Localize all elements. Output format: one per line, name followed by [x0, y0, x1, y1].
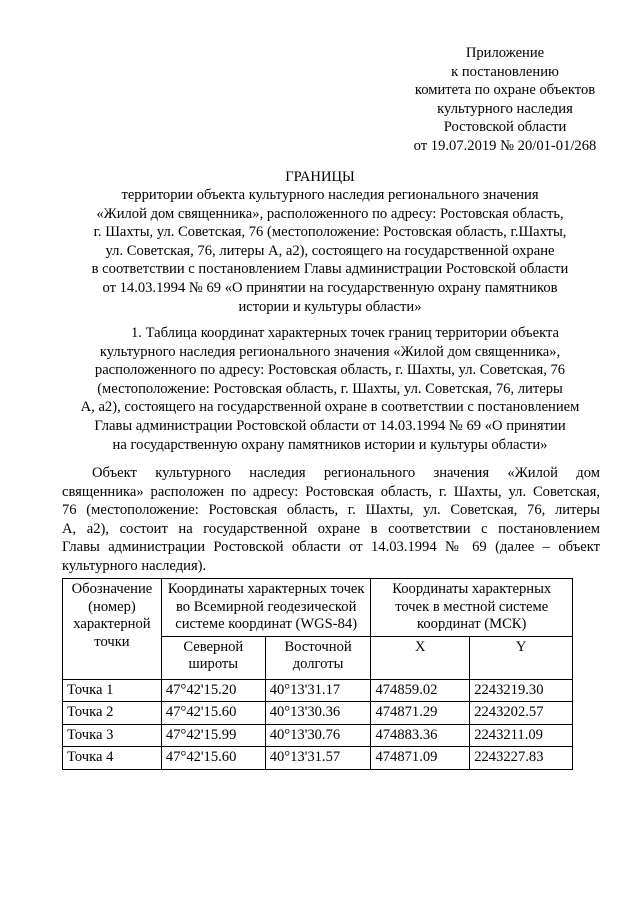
section-line: А, а2), состоящего на государственной охране в соответствии с постановлением — [80, 399, 580, 416]
header-east-longitude: Восточной долготы — [265, 636, 371, 679]
header-point-designation: Обозначение (номер) характерной точки — [63, 579, 162, 680]
table-row — [63, 747, 573, 770]
section-line: 1. Таблица координат характерных точек границ территории объекта — [130, 325, 559, 341]
table-header-row — [63, 579, 573, 637]
header-wgs-group: Координаты характерных точек во Всемирной геодезической системе координат (WGS-84) — [161, 579, 371, 637]
cell-latitude: 47°42'15.99 — [161, 724, 265, 747]
paragraph-line: Главы администрации Ростовской области от 14.03.1994 № 69 (далее – объект — [62, 539, 600, 556]
appendix-line: Ростовской области — [443, 119, 567, 136]
subtitle-line: территории объекта культурного наследия регионального значения — [121, 187, 539, 203]
header-x: X — [371, 636, 470, 679]
document-subtitle — [60, 186, 600, 316]
cell-longitude: 40°13'30.36 — [265, 702, 371, 725]
cell-x: 474871.09 — [371, 747, 470, 770]
header-msk-group: Координаты характерных точек в местной системе координат (МСК) — [371, 579, 573, 637]
body-paragraph — [62, 464, 600, 576]
subtitle-line: ул. Советская, 76, литеры А, а2), состоящего на государственной охране — [105, 242, 555, 259]
cell-point-name: Точка 3 — [63, 724, 162, 747]
cell-x: 474871.29 — [371, 702, 470, 725]
header-y: Y — [470, 636, 573, 679]
subtitle-line: от 14.03.1994 № 69 «О принятии на государственную охрану памятников — [102, 279, 558, 296]
section-line: (местоположение: Ростовская область, г. Шахты, ул. Советская, 76, литеры — [97, 380, 563, 397]
cell-latitude: 47°42'15.60 — [161, 747, 265, 770]
section-line: на государственную охрану памятников истории и культуры области» — [112, 436, 548, 453]
section-line: Главы администрации Ростовской области от 14.03.1994 № 69 «О принятии — [94, 417, 566, 434]
paragraph-line: 76 (местоположение: Ростовская область, г. Шахты, ул. Советская, 76, литеры — [62, 502, 600, 519]
appendix-line: культурного наследия — [437, 100, 573, 117]
appendix-line: от 19.07.2019 № 20/01-01/268 — [413, 137, 597, 154]
cell-y: 2243202.57 — [470, 702, 573, 725]
cell-y: 2243219.30 — [470, 679, 573, 702]
section-heading — [60, 324, 600, 454]
appendix-line: к постановлению — [451, 63, 559, 80]
cell-longitude: 40°13'31.17 — [265, 679, 371, 702]
paragraph-line: Объект культурного наследия регионального значения «Жилой дом — [92, 465, 600, 481]
cell-y: 2243211.09 — [470, 724, 573, 747]
cell-point-name: Точка 4 — [63, 747, 162, 770]
cell-y: 2243227.83 — [470, 747, 573, 770]
section-line: расположенного по адресу: Ростовская область, г. Шахты, ул. Советская, 76 — [94, 362, 566, 379]
cell-x: 474883.36 — [371, 724, 470, 747]
table-row — [63, 702, 573, 725]
cell-latitude: 47°42'15.60 — [161, 702, 265, 725]
table-row — [63, 724, 573, 747]
subtitle-line: истории и культуры области» — [238, 298, 422, 315]
table-row — [63, 679, 573, 702]
subtitle-line: в соответствии с постановлением Главы администрации Ростовской области — [91, 261, 569, 278]
paragraph-line: А, а2), состоит на государственной охране в соответствии с постановлением — [62, 520, 600, 537]
cell-latitude: 47°42'15.20 — [161, 679, 265, 702]
section-line: культурного наследия регионального значения «Жилой дом священника», — [99, 343, 561, 360]
header-north-latitude: Северной широты — [161, 636, 265, 679]
appendix-header — [380, 44, 630, 156]
cell-longitude: 40°13'31.57 — [265, 747, 371, 770]
document-title: ГРАНИЦЫ — [285, 169, 355, 185]
subtitle-line: «Жилой дом священника», расположенного по адресу: Ростовская область, — [96, 205, 564, 222]
appendix-line: Приложение — [465, 45, 545, 61]
cell-longitude: 40°13'30.76 — [265, 724, 371, 747]
paragraph-line: священника» расположен по адресу: Ростовская область, г. Шахты, ул. Советская, — [62, 483, 600, 500]
coordinates-table — [62, 578, 573, 770]
cell-point-name: Точка 1 — [63, 679, 162, 702]
cell-point-name: Точка 2 — [63, 702, 162, 725]
appendix-line: комитета по охране объектов — [414, 82, 596, 99]
paragraph-line: культурного наследия). — [62, 557, 207, 574]
subtitle-line: г. Шахты, ул. Советская, 76 (местоположение: Ростовская область, г.Шахты, — [93, 224, 567, 241]
cell-x: 474859.02 — [371, 679, 470, 702]
